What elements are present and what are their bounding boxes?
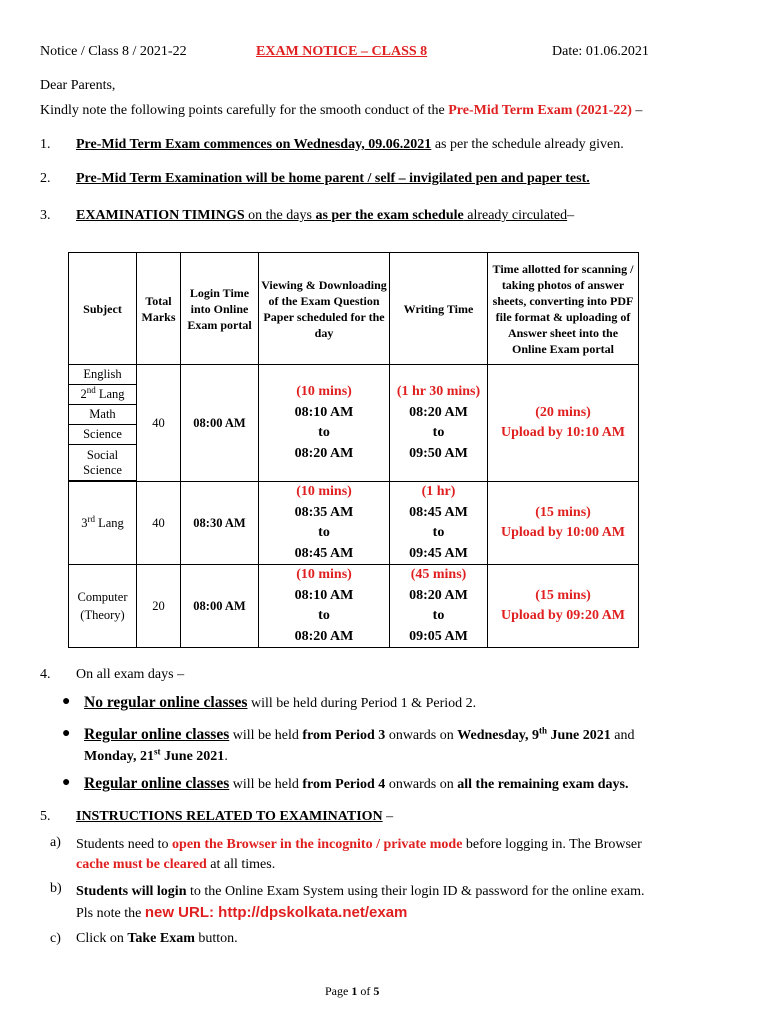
point-5-number: 5.	[40, 809, 51, 824]
point-2-number: 2.	[40, 171, 51, 186]
header-subject: Subject	[69, 253, 137, 365]
viewing-from: 08:10 AM	[294, 587, 354, 603]
upload-time	[488, 365, 639, 482]
point-3-number: 3.	[40, 208, 51, 223]
point-4-number: 4.	[40, 667, 51, 682]
bullet-icon: ●	[62, 775, 71, 790]
viewing-to-label: to	[318, 525, 330, 540]
table-header-row	[69, 253, 639, 365]
instruction-b-label: b)	[50, 881, 62, 896]
point-3-rest: already circulated	[463, 208, 568, 223]
subject-math: Math	[69, 405, 137, 425]
point-1-rest: as per the schedule already given.	[431, 137, 624, 152]
instruction-a: Students need to open the Browser in the incognito / private mode before logging in. The Browser cache must be cleared at all times.	[76, 837, 642, 872]
subject-science: Science	[69, 425, 137, 445]
viewing-to-label: to	[318, 425, 330, 440]
writing-to-label: to	[432, 425, 445, 440]
total-marks: 40	[137, 365, 181, 482]
viewing-duration: (10 mins)	[296, 384, 352, 399]
total-marks: 20	[137, 565, 181, 648]
upload-duration: (15 mins)	[535, 587, 591, 603]
login-time: 08:30 AM	[181, 482, 259, 565]
upload-time	[488, 565, 639, 648]
greeting: Dear Parents,	[40, 78, 116, 93]
bullet-2-lead: Regular online classes	[84, 726, 230, 743]
instruction-b: Students will login to the Online Exam System using their login ID & password for the online exam. Pls note the new URL: http://dpskolkata.net/exam	[76, 884, 645, 921]
login-time: 08:00 AM	[181, 565, 259, 648]
viewing-time	[259, 482, 390, 565]
writing-duration: (45 mins)	[410, 567, 467, 582]
viewing-time	[259, 565, 390, 648]
point-2: Pre-Mid Term Examination will be home parent / self – invigilated pen and paper test.	[76, 171, 590, 186]
writing-from: 08:45 AM	[409, 504, 468, 520]
writing-time	[390, 565, 488, 648]
total-marks: 40	[137, 482, 181, 565]
point-3-bold2: as per the exam schedule	[315, 208, 464, 223]
upload-deadline: Upload by 10:00 AM	[500, 525, 626, 540]
instruction-c: Click on Take Exam button.	[76, 931, 238, 946]
writing-to-label: to	[432, 608, 445, 623]
subject-2nd-lang: 2nd Lang	[69, 385, 137, 405]
point-5	[76, 809, 393, 825]
point-3	[76, 208, 574, 224]
upload-duration: (15 mins)	[535, 504, 591, 520]
bullet-3-lead: Regular online classes	[84, 775, 230, 792]
page-number: Page 1 of 5	[325, 984, 380, 998]
notice-reference: Notice / Class 8 / 2021-22	[40, 44, 187, 59]
upload-time	[488, 482, 639, 565]
writing-duration: (1 hr)	[421, 484, 456, 499]
point-1-bold: Pre-Mid Term Exam commences on Wednesday, 09.06.2021	[76, 137, 432, 152]
upload-deadline: Upload by 10:10 AM	[500, 425, 626, 440]
upload-deadline: Upload by 09:20 AM	[500, 608, 626, 623]
header-login-time: Login Time into Online Exam portal	[181, 253, 259, 365]
writing-from: 08:20 AM	[409, 587, 468, 603]
point-1	[76, 137, 624, 153]
point-3-bold: EXAMINATION TIMINGS	[76, 208, 245, 223]
subject-3rd-lang: 3rd Lang	[69, 482, 137, 565]
login-time: 08:00 AM	[181, 365, 259, 482]
point-3-mid: on the days	[244, 208, 316, 223]
bullet-1-lead: No regular online classes	[84, 694, 248, 711]
viewing-to: 08:45 AM	[294, 545, 354, 561]
writing-to: 09:05 AM	[409, 628, 468, 644]
bullet-icon: ●	[62, 694, 71, 709]
bullet-2: Regular online classes will be held from Period 3 onwards on Wednesday, 9th June 2021 and Monday, 21st June 2021.	[84, 725, 635, 764]
writing-to: 09:45 AM	[409, 545, 468, 561]
viewing-time	[259, 365, 390, 482]
subject-english: English	[69, 365, 137, 385]
intro-text: Kindly note the following points carefully for the smooth conduct of the	[40, 103, 449, 118]
bullet-1-rest: will be held during Period 1 & Period 2.	[247, 696, 477, 711]
viewing-to-label: to	[318, 608, 330, 623]
header-upload: Time allotted for scanning / taking photos of answer sheets, converting into PDF file format & uploading of Answer sheet into the Online Exam portal	[488, 253, 639, 365]
writing-time	[390, 365, 488, 482]
subject-social-science: Social Science	[69, 445, 137, 481]
intro-paragraph	[40, 103, 642, 119]
subject-computer-theory: Computer (Theory)	[69, 565, 137, 648]
bullet-1	[84, 692, 476, 714]
point-3-dash: –	[567, 208, 575, 223]
point-5-rest: –	[382, 809, 394, 824]
point-4: On all exam days –	[76, 667, 185, 682]
writing-from: 08:20 AM	[409, 404, 468, 420]
notice-date: Date: 01.06.2021	[552, 44, 649, 59]
viewing-from: 08:35 AM	[294, 504, 354, 520]
table-row	[69, 565, 639, 648]
exam-url-link[interactable]: new URL: http://dpskolkata.net/exam	[144, 904, 408, 921]
point-5-bold: INSTRUCTIONS RELATED TO EXAMINATION	[76, 809, 383, 824]
exam-timings-table	[68, 252, 639, 648]
viewing-to: 08:20 AM	[294, 628, 354, 644]
viewing-duration: (10 mins)	[296, 484, 352, 499]
writing-to-label: to	[432, 525, 445, 540]
instruction-c-label: c)	[50, 931, 61, 946]
viewing-from: 08:10 AM	[294, 404, 354, 420]
writing-duration: (1 hr 30 mins)	[396, 384, 481, 399]
header-viewing: Viewing & Downloading of the Exam Question Paper scheduled for the day	[259, 253, 390, 365]
bullet-icon: ●	[62, 726, 71, 741]
header-total-marks: Total Marks	[137, 253, 181, 365]
point-1-number: 1.	[40, 137, 51, 152]
table-row	[69, 365, 639, 385]
intro-suffix: –	[631, 103, 643, 118]
viewing-duration: (10 mins)	[296, 567, 352, 582]
viewing-to: 08:20 AM	[294, 445, 354, 461]
upload-duration: (20 mins)	[535, 404, 591, 420]
instruction-a-label: a)	[50, 835, 61, 850]
exam-name: Pre-Mid Term Exam (2021-22)	[448, 103, 632, 118]
writing-time	[390, 482, 488, 565]
writing-to: 09:50 AM	[409, 445, 468, 461]
header-writing-time: Writing Time	[390, 253, 488, 365]
page-title: EXAM NOTICE – CLASS 8	[256, 44, 428, 59]
bullet-3: Regular online classes will be held from Period 4 onwards on all the remaining exam days.	[84, 775, 629, 792]
table-row	[69, 482, 639, 565]
